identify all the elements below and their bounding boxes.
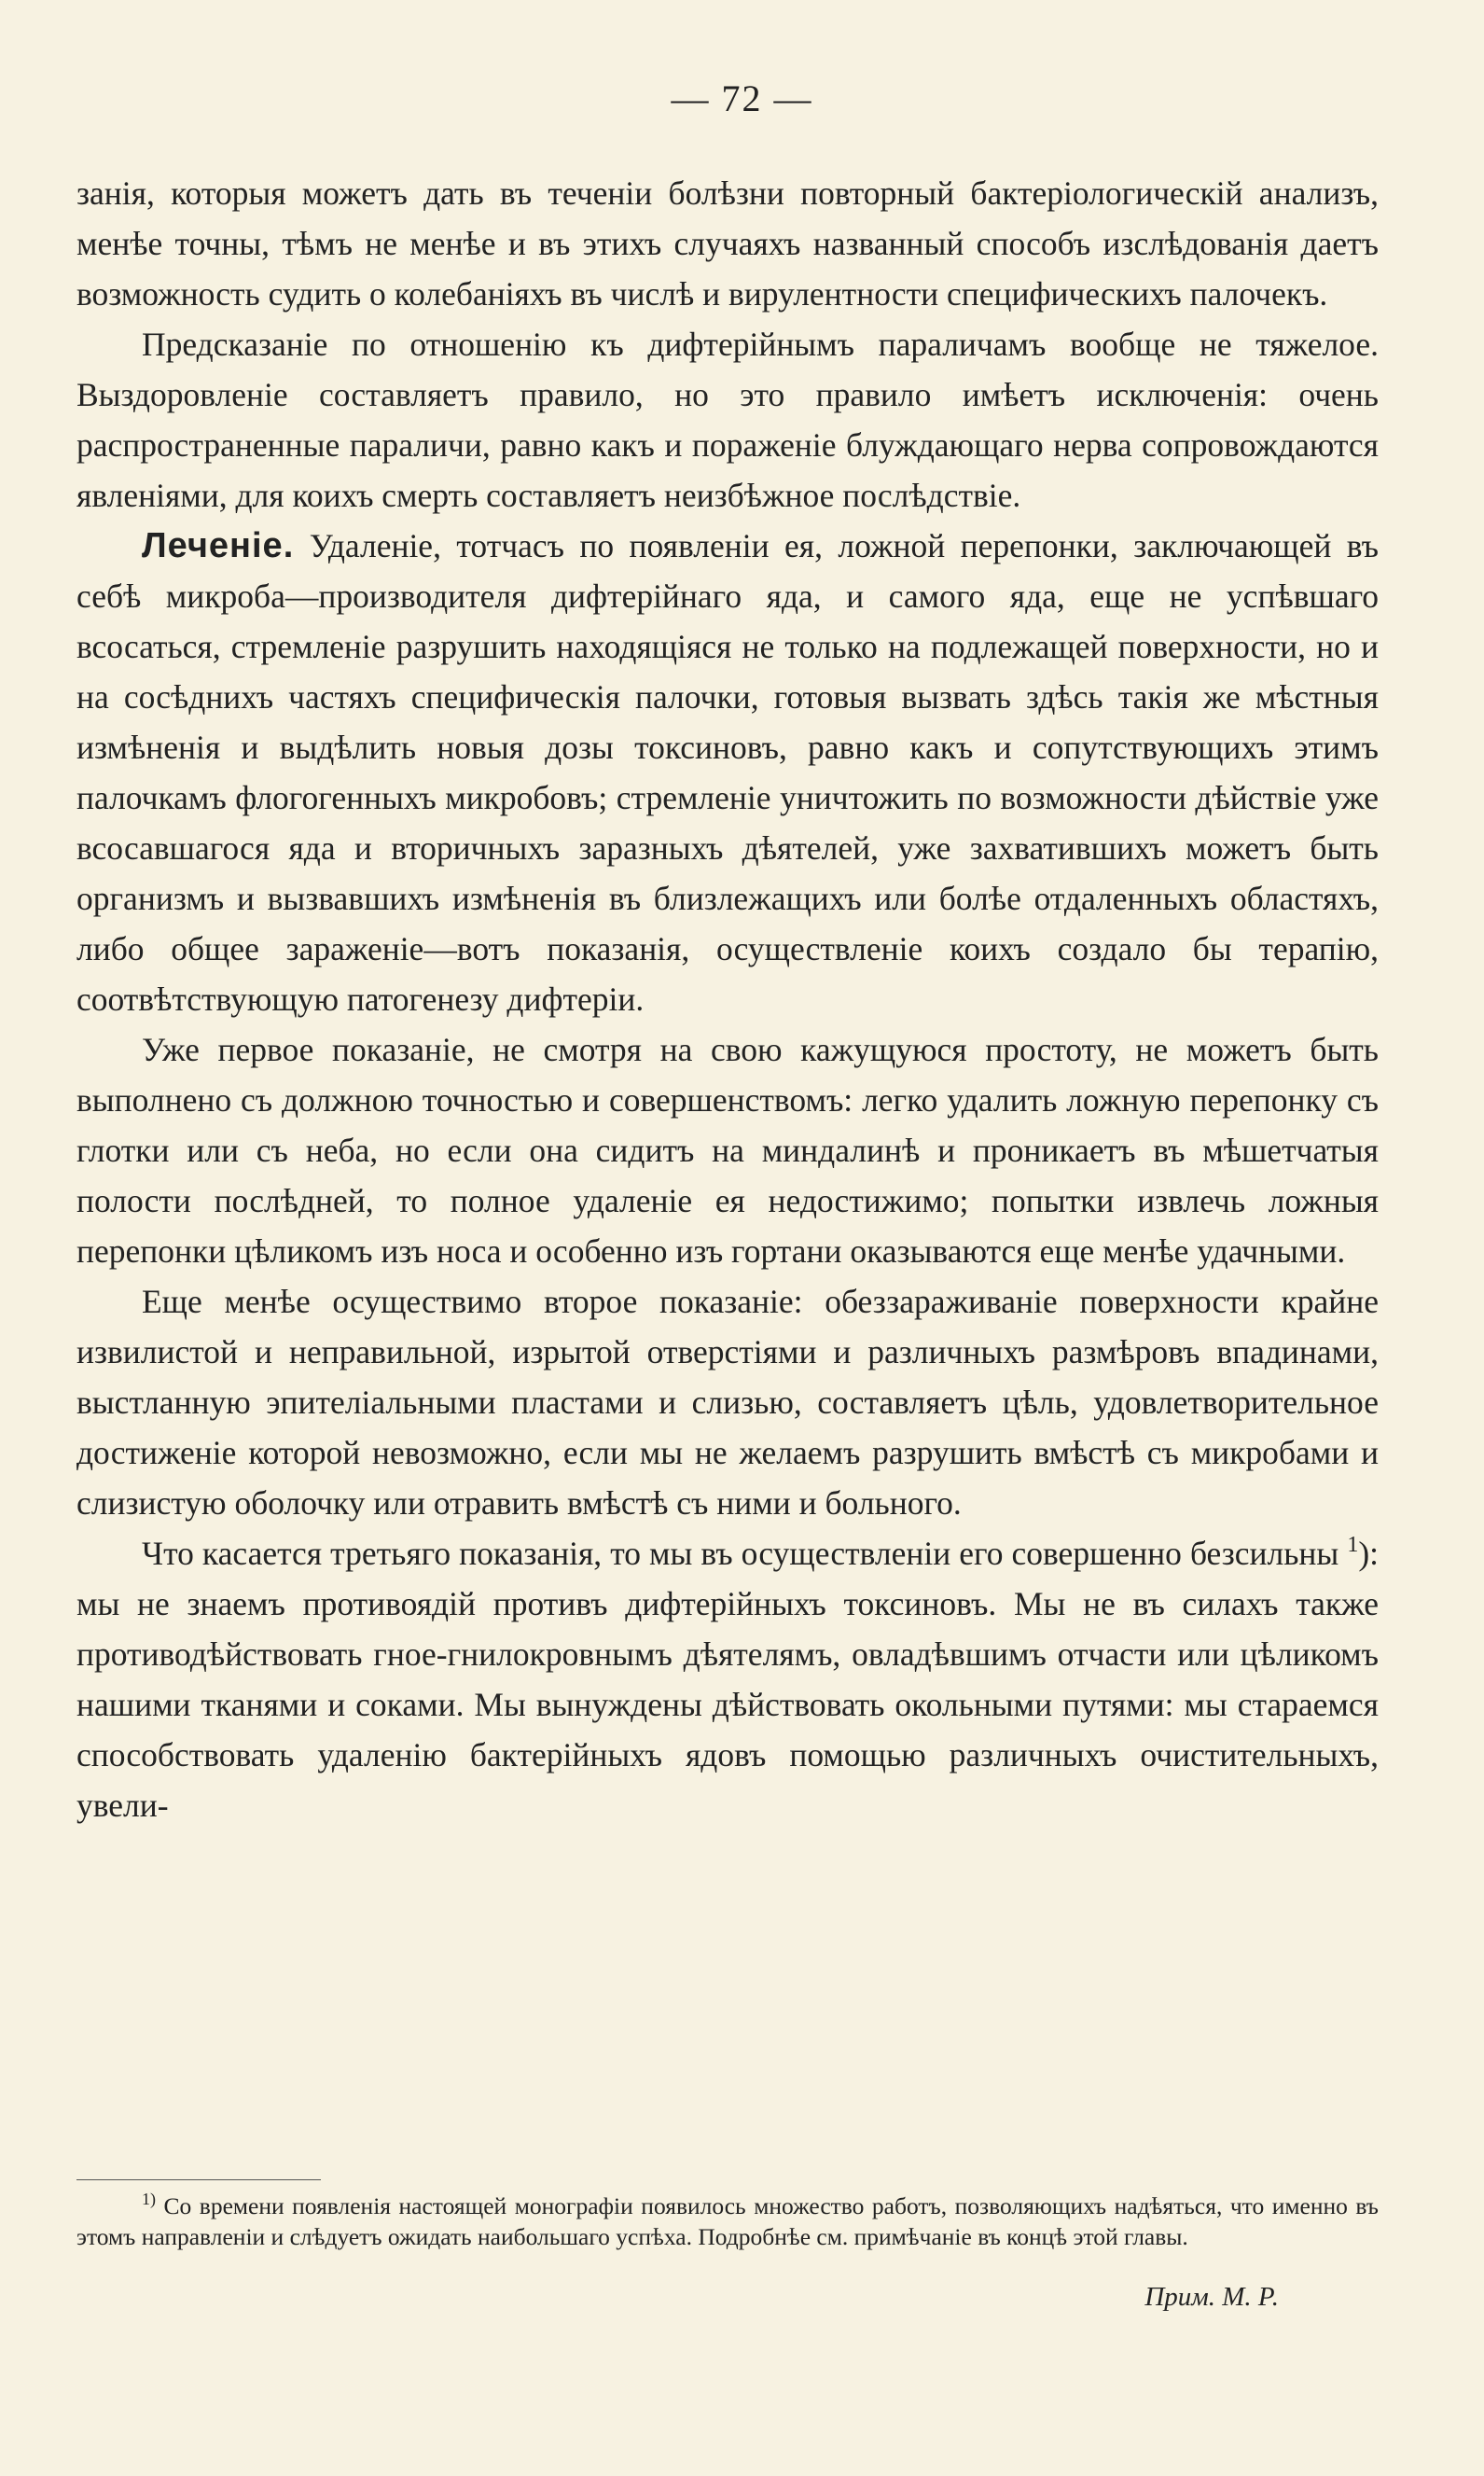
third-indication-text-end: ): мы не знаемъ противоядій противъ дифтерійныхъ токсиновъ. Мы не въ силахъ также противодѣйствовать гное-гнилокровнымъ дѣятелямъ, овладѣвшимъ отчасти или цѣликомъ нашими тканями и соками. Мы вынуждены дѣйствовать окольными путями: мы стараемся способствовать удаленію бактерійныхъ ядовъ помощью различныхъ очистительныхъ, увели-: [76, 1535, 1379, 1824]
page-number: — 72 —: [671, 77, 813, 119]
footnote-mark: 1): [142, 2190, 156, 2208]
body-text: [76, 168, 1379, 1830]
paragraph-third-indication: [76, 1528, 1379, 1830]
treatment-text: Удаленіе, тотчасъ по появленіи ея, ложной перепонки, заключающей въ себѣ микроба—производителя дифтерійнаго яда, и самого яда, еще не успѣвшаго всосаться, стремленіе разрушить находящіяся не только на подлежащей поверхности, но и на сосѣднихъ частяхъ специфическія палочки, готовыя вызвать здѣсь такія же мѣстныя измѣненія и выдѣлить новыя дозы токсиновъ, равно какъ и сопутствующихъ этимъ палочкамъ флогогенныхъ микробовъ; стремленіе уничтожить по возможности дѣйствіе уже всосавшагося яда и вторичныхъ заразныхъ дѣятелей, уже захватившихъ можетъ быть организмъ и вызвавшихъ измѣненія въ близлежащихъ или болѣе отдаленныхъ областяхъ, либо общее зараженіе—вотъ показанія, осуществленіе коихъ создало бы терапію, соотвѣтствующую патогенезу дифтеріи.: [76, 527, 1380, 1018]
third-indication-text-start: Что касается третьяго показанія, то мы въ осуществленіи его совершенно безсильны: [142, 1535, 1339, 1572]
footnote: [76, 2191, 1379, 2252]
footnote-text: Со времени появленія настоящей монографіи появилось множество работъ, позволяющихъ надѣяться, что именно въ этомъ направленіи и слѣдуетъ ожидать наибольшаго успѣха. Подробнѣе см. примѣчаніе въ концѣ этой главы.: [76, 2192, 1379, 2250]
footnote-paragraph: [76, 2191, 1379, 2252]
footnote-signature: Прим. М. Р.: [1144, 2282, 1279, 2312]
paragraph-continuation: занія, которыя можетъ дать въ теченіи болѣзни повторный бактеріологическій анализъ, менѣе точны, тѣмъ не менѣе и въ этихъ случаяхъ названный способъ изслѣдованія даетъ возможность судить о колебаніяхъ въ числѣ и вирулентности специфическихъ палочекъ.: [76, 174, 1379, 313]
paragraph-treatment: [76, 521, 1379, 1024]
footnote-reference[interactable]: 1: [1347, 1533, 1359, 1557]
paragraph-prognosis-paralysis: Предсказаніе по отношенію къ дифтерійнымъ параличамъ вообще не тяжелое. Выздоровленіе составляетъ правило, но это правило имѣетъ исключенія: очень распространенные параличи, равно какъ и пораженіе блуждающаго нерва сопровождаются явленіями, для коихъ смерть составляетъ неизбѣжное послѣдствіе.: [76, 326, 1379, 514]
paragraph-first-indication: Уже первое показаніе, не смотря на свою кажущуюся простоту, не можетъ быть выполнено съ должною точностью и совершенствомъ: легко удалить ложную перепонку съ глотки или съ неба, но если она сидитъ на миндалинѣ и проникаетъ въ мѣшетчатыя полости послѣдней, то полное удаленіе ея недостижимо; попытки извлечь ложныя перепонки цѣликомъ изъ носа и особенно изъ гортани оказываются еще менѣе удачными.: [76, 1031, 1379, 1270]
paragraph-second-indication: Еще менѣе осуществимо второе показаніе: обеззараживаніе поверхности крайне извилистой и неправильной, изрытой отверстіями и различныхъ размѣровъ впадинами, выстланную эпителіальными пластами и слизью, составляетъ цѣль, удовлетворительное достиженіе которой невозможно, если мы не желаемъ разрушить вмѣстѣ съ микробами и слизистую оболочку или отравить вмѣстѣ съ ними и больного.: [76, 1283, 1379, 1522]
footnote-divider: [76, 2179, 321, 2180]
section-heading: Леченіе.: [142, 526, 295, 565]
